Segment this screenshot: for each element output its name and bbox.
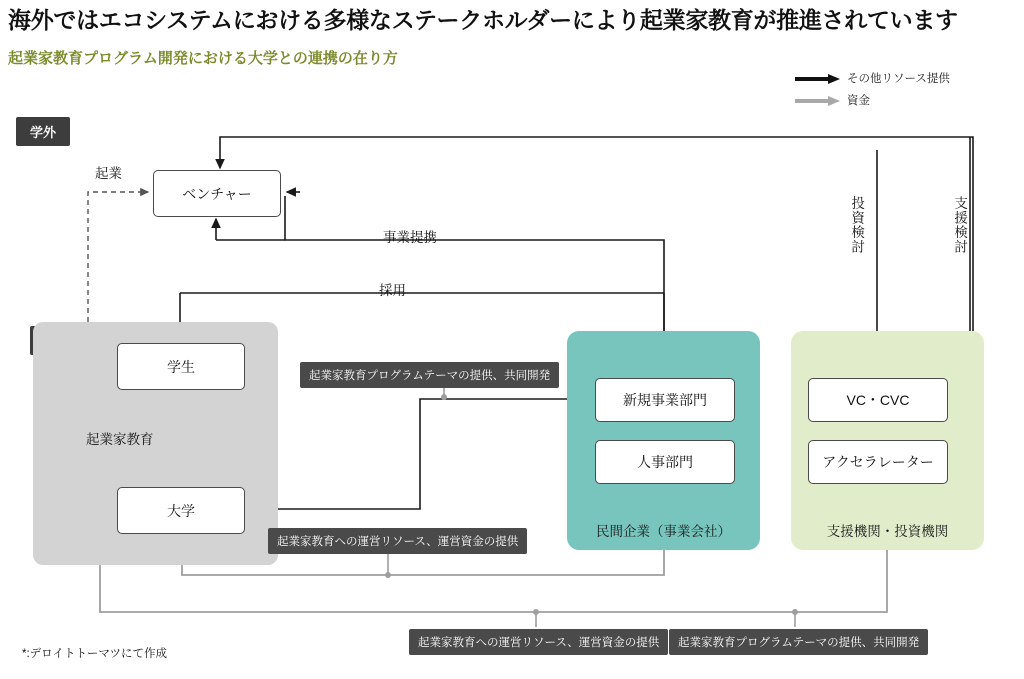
legend-item-funding (795, 90, 1015, 112)
page-title: 海外ではエコシステムにおける多様なステークホルダーにより起業家教育が推進されています (8, 7, 958, 33)
section-tag-outside: 学外 (16, 117, 70, 146)
solid-arrow-icon (795, 74, 841, 84)
edge-label-investment-review: 投資検討 (849, 196, 865, 254)
edge-label-entrepreneurship-education: 起業家教育 (86, 432, 154, 447)
chip-resources-left: 起業家教育への運営リソース、運営資金の提供 (268, 528, 527, 554)
node-new-business-division[interactable]: 新規事業部門 (595, 378, 735, 422)
node-venture[interactable]: ベンチャー (153, 170, 281, 217)
group-label-corporate: 民間企業（事業会社） (596, 524, 731, 539)
node-accelerator[interactable]: アクセラレーター (808, 440, 948, 484)
chip-program-theme-bottom: 起業家教育プログラムテーマの提供、共同開発 (669, 629, 928, 655)
node-vc-cvc[interactable]: VC・CVC (808, 378, 948, 422)
chip-resources-bottom: 起業家教育への運営リソース、運営資金の提供 (409, 629, 668, 655)
edge-label-kigyou: 起業 (95, 166, 122, 181)
legend (795, 68, 1015, 112)
legend-item-resource (795, 68, 1015, 90)
node-university[interactable]: 大学 (117, 487, 245, 534)
edge-label-recruitment: 採用 (379, 283, 406, 298)
footnote: *:デロイトトーマツにて作成 (22, 648, 167, 660)
legend-label-funding: 資金 (847, 95, 870, 107)
legend-label-resource: その他リソース提供 (847, 73, 950, 85)
edge-label-support-review: 支援検討 (952, 196, 968, 254)
group-label-support: 支援機関・投資機関 (826, 524, 949, 539)
node-hr-division[interactable]: 人事部門 (595, 440, 735, 484)
edge-label-business-alliance: 事業提携 (383, 230, 437, 245)
node-student[interactable]: 学生 (117, 343, 245, 390)
page-subtitle: 起業家教育プログラム開発における大学との連携の在り方 (8, 50, 398, 67)
chip-program-theme-top: 起業家教育プログラムテーマの提供、共同開発 (300, 362, 559, 388)
gray-arrow-icon (795, 96, 841, 106)
